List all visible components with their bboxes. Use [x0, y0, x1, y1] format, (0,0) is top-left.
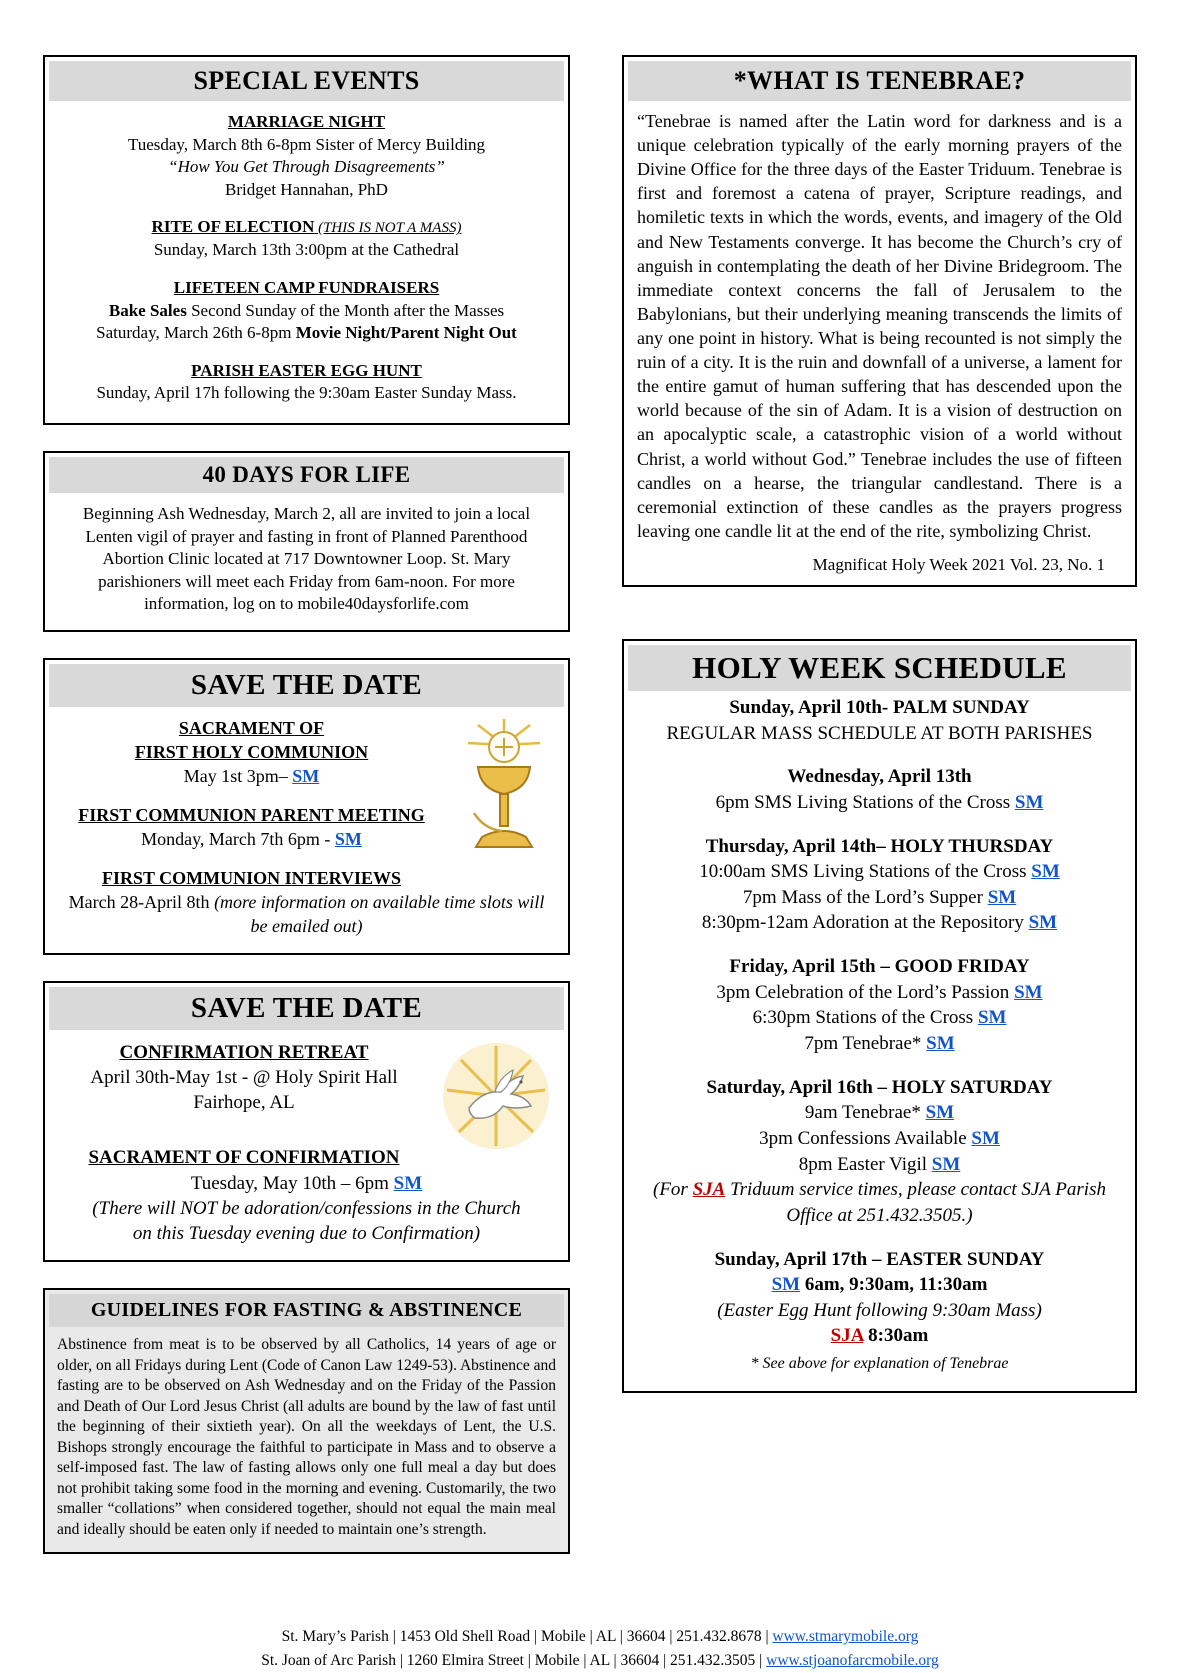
- lifeteen-line1-rest: Second Sunday of the Month after the Masses: [186, 300, 505, 320]
- special-events-body: [45, 105, 568, 423]
- saturday-line1: [636, 1100, 1123, 1126]
- marriage-night-heading: MARRIAGE NIGHT: [227, 112, 386, 131]
- friday-line1-text: 3pm Celebration of the Lord’s Passion: [716, 981, 1015, 1003]
- confirmation-retreat-line1: April 30th-May 1st - @ Holy Spirit Hall: [90, 1066, 398, 1088]
- friday-line2-text: 6:30pm Stations of the Cross: [752, 1007, 978, 1029]
- first-communion-date-text: May 1st 3pm–: [183, 765, 293, 786]
- palm-sunday-heading: Sunday, April 10th- PALM SUNDAY: [729, 696, 1030, 718]
- sm-link[interactable]: SM: [926, 1033, 955, 1055]
- sja-note-pre: (For: [653, 1179, 693, 1201]
- parent-meeting-text: Monday, March 7th 6pm -: [141, 828, 335, 849]
- saturday-line2: [636, 1126, 1123, 1152]
- lifeteen-line2-bold: Movie Night/Parent Night Out: [295, 323, 517, 343]
- easter-egg-hunt-item: [59, 360, 554, 405]
- lifeteen-line1-bold: Bake Sales: [108, 300, 187, 320]
- confirmation-note-line1: (There will NOT be adoration/confessions in the Church: [92, 1197, 521, 1219]
- friday-line2: [636, 1005, 1123, 1031]
- egg-hunt-heading: PARISH EASTER EGG HUNT: [191, 360, 422, 380]
- thursday-line3-text: 8:30pm-12am Adoration at the Repository: [701, 912, 1029, 934]
- save-the-date-confirmation-section: [43, 981, 570, 1263]
- thursday-line2: [636, 885, 1123, 911]
- marriage-night-item: [59, 111, 554, 201]
- rite-of-election-heading-main: RITE OF ELECTION: [151, 217, 315, 237]
- wednesday-line1: [636, 790, 1123, 816]
- holy-week-schedule-section: [622, 639, 1137, 1393]
- rite-of-election-heading: [59, 216, 554, 239]
- lifeteen-fundraisers-item: [59, 277, 554, 345]
- parish-footer: [0, 1625, 1200, 1673]
- sja-link[interactable]: SJA: [830, 1325, 864, 1347]
- lifeteen-heading: LIFETEEN CAMP FUNDRAISERS: [173, 277, 440, 297]
- interviews-line: [59, 891, 554, 939]
- holy-spirit-dove-image: [439, 1040, 554, 1152]
- sm-link[interactable]: SM: [1031, 861, 1060, 883]
- sja-triduum-note: [636, 1177, 1123, 1228]
- tenebrae-attribution: Magnificat Holy Week 2021 Vol. 23, No. 1: [812, 554, 1105, 574]
- sja-link[interactable]: SJA: [692, 1179, 726, 1201]
- lifeteen-line2: [59, 322, 554, 345]
- easter-sunday-heading: Sunday, April 17th – EASTER SUNDAY: [714, 1248, 1045, 1270]
- sm-link[interactable]: SM: [771, 1274, 801, 1296]
- sm-link[interactable]: SM: [334, 828, 362, 849]
- thursday-line1-text: 10:00am SMS Living Stations of the Cross: [699, 861, 1032, 883]
- tenebrae-title: *WHAT IS TENEBRAE?: [628, 61, 1131, 101]
- marriage-night-line3: Bridget Hannahan, PhD: [225, 179, 388, 199]
- thursday-line2-text: 7pm Mass of the Lord’s Supper: [742, 886, 988, 908]
- save-date-communion-body: [45, 711, 568, 953]
- rite-of-election-line1: Sunday, March 13th 3:00pm at the Cathedral: [153, 240, 460, 260]
- st-joan-contact-text: St. Joan of Arc Parish | 1260 Elmira Street | Mobile | AL | 36604 | 251.432.3505 |: [261, 1651, 767, 1669]
- lifeteen-line1: [59, 300, 554, 323]
- sm-link[interactable]: SM: [931, 1153, 961, 1175]
- forty-days-body: Beginning Ash Wednesday, March 2, all are invited to join a local Lenten vigil of prayer and fasting in front of Planned Parenthood Abortion Clinic located at 717 Downtowner Loop. St. Mary parishioners will meet each Friday from 6am-noon. For more information, log on to mobile40daysforlife.com: [82, 504, 531, 614]
- forty-days-title: 40 DAYS FOR LIFE: [49, 457, 564, 493]
- footer-line-st-mary: [0, 1625, 1200, 1649]
- good-friday-heading: Friday, April 15th – GOOD FRIDAY: [729, 956, 1030, 978]
- save-the-date-communion-section: [43, 658, 570, 955]
- easter-sm-times-text: 6am, 9:30am, 11:30am: [800, 1274, 988, 1296]
- easter-sm-times-line: [636, 1272, 1123, 1298]
- special-events-title: SPECIAL EVENTS: [49, 61, 564, 101]
- special-events-section: [43, 55, 570, 425]
- holy-week-body: [624, 695, 1135, 1391]
- marriage-night-line1: Tuesday, March 8th 6-8pm Sister of Mercy Building: [127, 134, 486, 154]
- rite-of-election-item: [59, 216, 554, 262]
- confirmation-retreat-heading: CONFIRMATION RETREAT: [119, 1041, 369, 1063]
- forty-days-section: [43, 451, 570, 632]
- tenebrae-body: “Tenebrae is named after the Latin word for darkness and is a unique celebration typically of the early morning prayers of the Divine Office for the three days of the Easter Triduum. Tenebrae is first and foremost a catena of prayer, Scripture readings, and homiletic texts in which the words, events, and imagery of the Old and New Testaments converge. It has become the Church’s cry of anguish in contemplating the death of her Divine Bridegroom. The immediate context concerns the fall of Jerusalem to the Babylonians, but their underlying meaning transcends the limits of any one point in history. What is being recounted is not simply the ruin of a city. It is the ruin and downfall of a universe, a lament for the entire gamut of human suffering that has descended upon the world because of the sin of Adam. It is a vision of destruction on an apocalyptic scale, a catastrophic vision of a world without Christ, a world without God.” Tenebrae includes the use of fifteen candles on a hearse, the triangular candlestand. There is a ceremonial extinction of these candles as the prayers progress leaving one candle lit at the end of the rite, symbolizing Christ.: [637, 111, 1122, 541]
- guidelines-body: Abstinence from meat is to be observed by all Catholics, 14 years of age or older, on all Fridays during Lent (Code of Canon Law 1249-53). Abstinence and fasting are to be observed on Ash Wednesday and on the Friday of the Passion and Death of Our Lord Jesus Christ (all adults are bound by the law of fast until the beginning of their sixtieth year). On all the weekdays of Lent, the U.S. Bishops strongly encourage the faithful to participate in Mass and to observe a self-imposed fast. The law of fasting allows only one full meal a day but does not prohibit taking some food in the morning and evening. Customarily, the two smaller “collations” when considered together, should not equal the main meal and ideally should be eaten only if needed to maintain one’s strength.: [57, 1336, 556, 1538]
- sm-link[interactable]: SM: [1028, 912, 1058, 934]
- marriage-night-line2: “How You Get Through Disagreements”: [168, 157, 445, 177]
- friday-line3-text: 7pm Tenebrae*: [804, 1033, 927, 1055]
- tenebrae-section: [622, 55, 1137, 587]
- sm-link[interactable]: SM: [925, 1102, 955, 1124]
- parent-meeting-heading: FIRST COMMUNION PARENT MEETING: [78, 804, 425, 825]
- right-column: [622, 55, 1137, 1580]
- sm-link[interactable]: SM: [971, 1127, 1000, 1149]
- sja-note-post: Triduum service times, please contact SJA Parish Office at 251.432.3505.): [725, 1179, 1106, 1226]
- st-joan-website-link[interactable]: www.stjoanofarcmobile.org: [766, 1651, 939, 1669]
- palm-sunday-line2: REGULAR MASS SCHEDULE AT BOTH PARISHES: [666, 722, 1093, 744]
- thursday-line3: [636, 910, 1123, 936]
- footer-line-st-joan: [0, 1649, 1200, 1673]
- save-date-confirmation-body: [45, 1034, 568, 1261]
- easter-sja-times-text: 8:30am: [863, 1325, 929, 1347]
- sm-link[interactable]: SM: [1014, 791, 1044, 813]
- left-column: [43, 55, 570, 1580]
- first-holy-communion-heading: FIRST HOLY COMMUNION: [134, 742, 369, 763]
- lifeteen-line2-pre: Saturday, March 26th 6-8pm: [96, 323, 296, 343]
- confirmation-date-text: Tuesday, May 10th – 6pm: [190, 1172, 394, 1194]
- easter-sja-times-line: [636, 1323, 1123, 1349]
- friday-line3: [636, 1031, 1123, 1057]
- holy-week-title: HOLY WEEK SCHEDULE: [628, 645, 1131, 691]
- st-mary-contact-text: St. Mary’s Parish | 1453 Old Shell Road | Mobile | AL | 36604 | 251.432.8678 |: [281, 1627, 773, 1645]
- saturday-line3-text: 8pm Easter Vigil: [798, 1153, 932, 1175]
- fasting-guidelines-section: [43, 1288, 570, 1554]
- friday-line1: [636, 980, 1123, 1006]
- holy-thursday-heading: Thursday, April 14th– HOLY THURSDAY: [705, 835, 1054, 857]
- saturday-line1-text: 9am Tenebrae*: [804, 1102, 926, 1124]
- sm-link[interactable]: SM: [1014, 981, 1043, 1003]
- interviews-dates: March 28-April 8th: [68, 891, 215, 912]
- guidelines-title: GUIDELINES FOR FASTING & ABSTINENCE: [49, 1294, 564, 1327]
- save-date-communion-title: SAVE THE DATE: [49, 664, 564, 707]
- confirmation-retreat-line2: Fairhope, AL: [193, 1092, 295, 1114]
- interviews-note: (more information on available time slots will be emailed out): [214, 891, 545, 936]
- st-mary-website-link[interactable]: www.stmarymobile.org: [772, 1627, 919, 1645]
- rite-of-election-heading-note: (THIS IS NOT A MASS): [314, 220, 462, 237]
- confirmation-note-line2: on this Tuesday evening due to Confirmation): [132, 1223, 481, 1245]
- interviews-heading: FIRST COMMUNION INTERVIEWS: [101, 867, 402, 888]
- sm-link[interactable]: SM: [393, 1172, 423, 1194]
- sacrament-of-confirmation-heading: SACRAMENT OF CONFIRMATION: [88, 1147, 400, 1169]
- easter-egg-hunt-note: (Easter Egg Hunt following 9:30am Mass): [717, 1299, 1042, 1321]
- wednesday-line1-text: 6pm SMS Living Stations of the Cross: [715, 791, 1015, 813]
- save-date-confirmation-title: SAVE THE DATE: [49, 987, 564, 1030]
- wednesday-heading: Wednesday, April 13th: [787, 766, 972, 788]
- holy-saturday-heading: Saturday, April 16th – HOLY SATURDAY: [706, 1076, 1053, 1098]
- saturday-line3: [636, 1152, 1123, 1178]
- first-communion-chalice-image: [454, 717, 554, 867]
- confirmation-date-line: [59, 1171, 554, 1196]
- tenebrae-footnote: * See above for explanation of Tenebrae: [750, 1355, 1009, 1373]
- egg-hunt-line1: Sunday, April 17h following the 9:30am Easter Sunday Mass.: [96, 383, 517, 403]
- saturday-line2-text: 3pm Confessions Available: [759, 1127, 972, 1149]
- sm-link[interactable]: SM: [977, 1007, 1007, 1029]
- sacrament-of-heading: SACRAMENT OF: [178, 718, 325, 739]
- sm-link[interactable]: SM: [987, 886, 1017, 908]
- sm-link[interactable]: SM: [292, 765, 320, 786]
- thursday-line1: [636, 859, 1123, 885]
